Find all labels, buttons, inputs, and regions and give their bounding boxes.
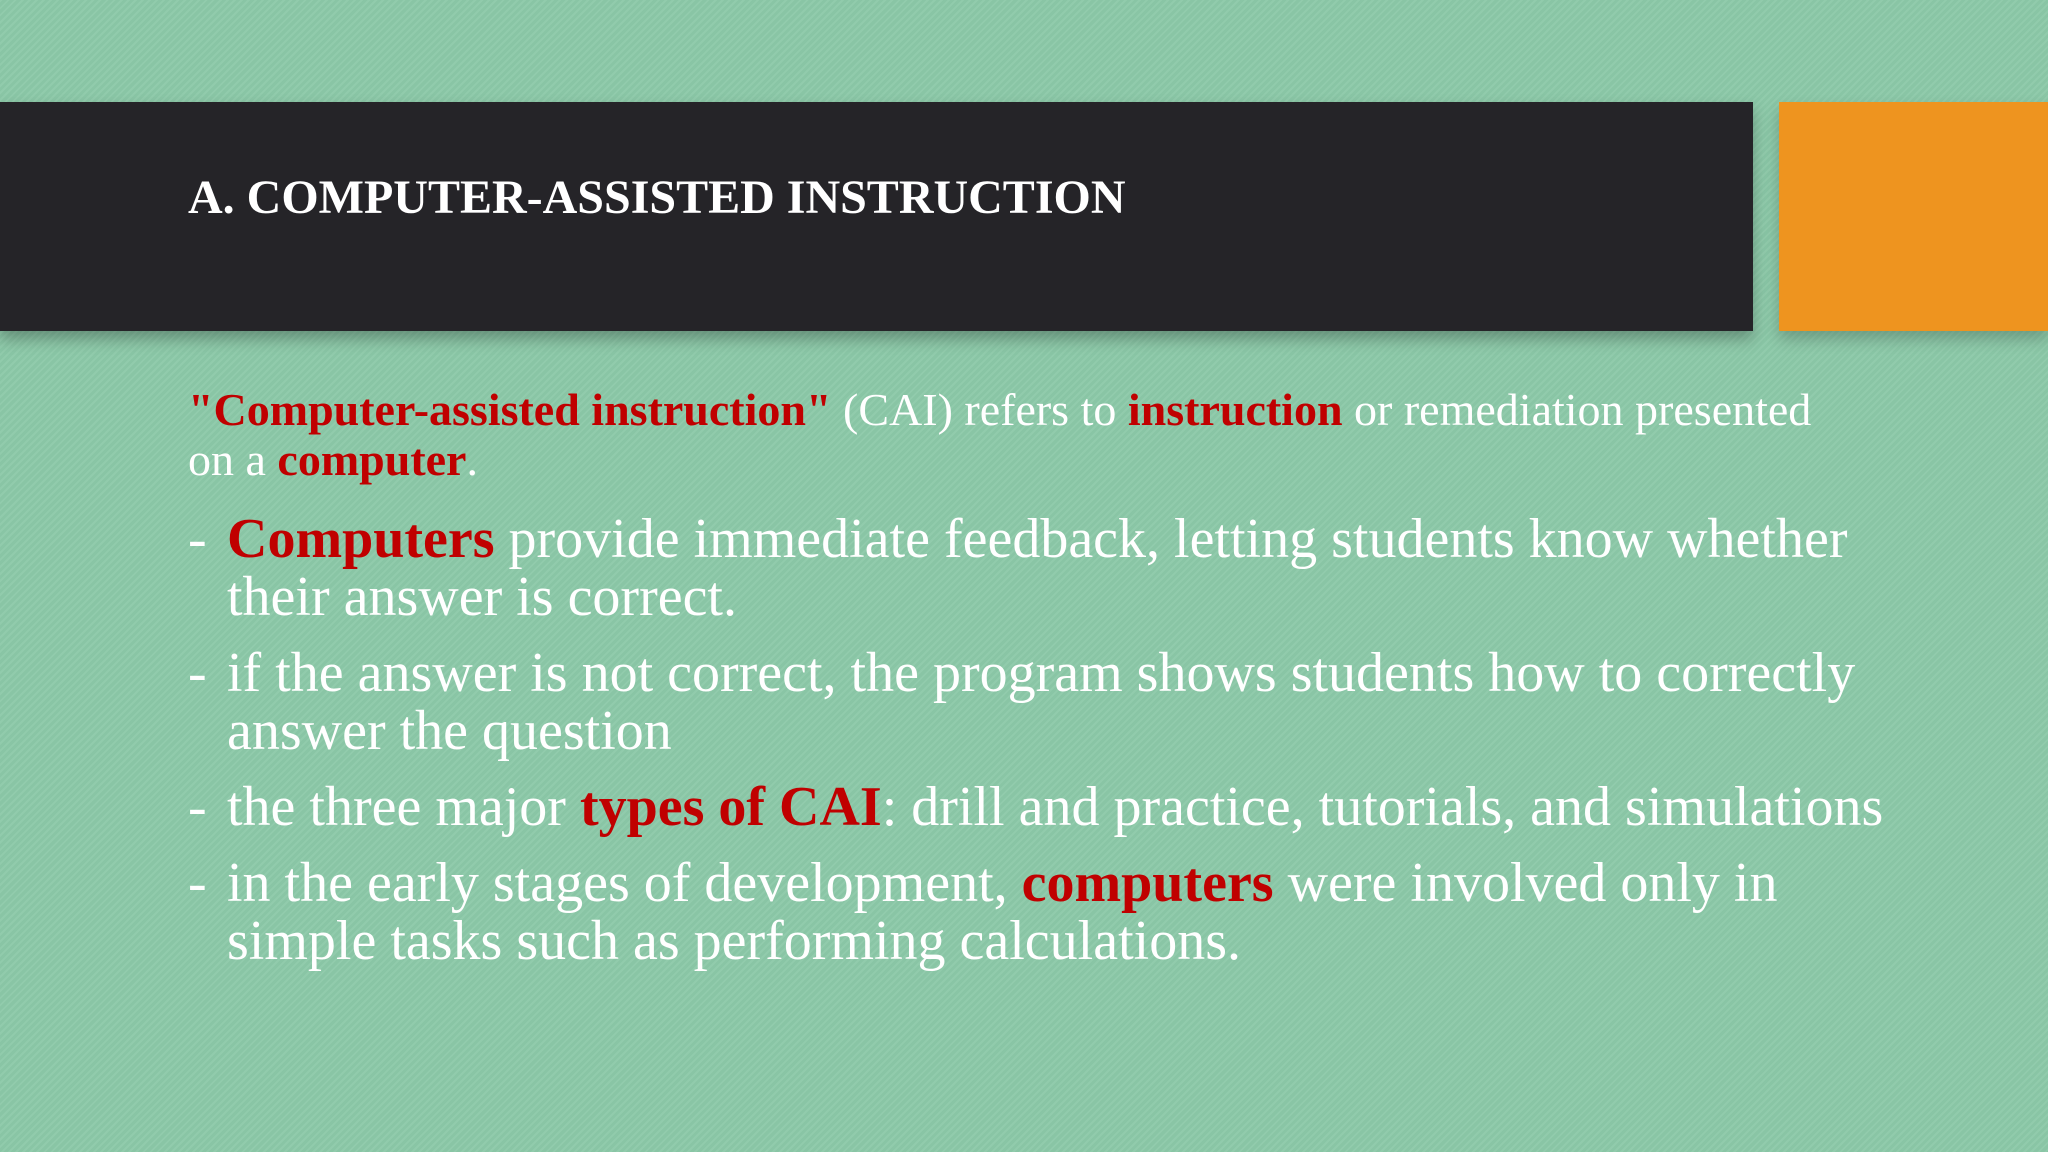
bullet-text-after: were involved only in simple tasks such as performing calculations. [227,852,1778,972]
bullet-dash: - [188,852,207,914]
accent-block [1779,102,2048,331]
intro-term: "Computer-assisted instruction" [188,384,832,435]
bullet-text-after: : drill and practice, tutorials, and simulations [881,776,1884,838]
bullet-dash: - [188,776,207,838]
slide-title: A. COMPUTER-ASSISTED INSTRUCTION [188,171,1126,224]
bullet-highlight: Computers [227,508,495,570]
bullet-highlight: computers [1021,852,1274,914]
intro-text-2: or remediation presented on a [188,384,1812,485]
intro-text-1: (CAI) refers to [831,384,1128,435]
bullet-list [188,510,1888,988]
bullet-item [188,644,1888,760]
intro-text-3: . [466,434,478,485]
bullet-text-before: the three major [227,776,580,838]
bullet-text: if the answer is not correct, the program shows students how to correctly answer the question [227,642,1856,762]
bullet-dash: - [188,508,207,570]
bullet-text: provide immediate feedback, letting students know whether their answer is correct. [227,508,1848,628]
intro-paragraph [188,385,1828,485]
bullet-text-before: in the early stages of development, [227,852,1022,914]
bullet-item [188,510,1888,626]
intro-term-computer: computer [277,434,467,485]
bullet-dash: - [188,642,207,704]
bullet-item [188,778,1888,836]
intro-term-instruction: instruction [1127,384,1343,435]
bullet-highlight: types of CAI [579,776,882,838]
bullet-item [188,854,1888,970]
